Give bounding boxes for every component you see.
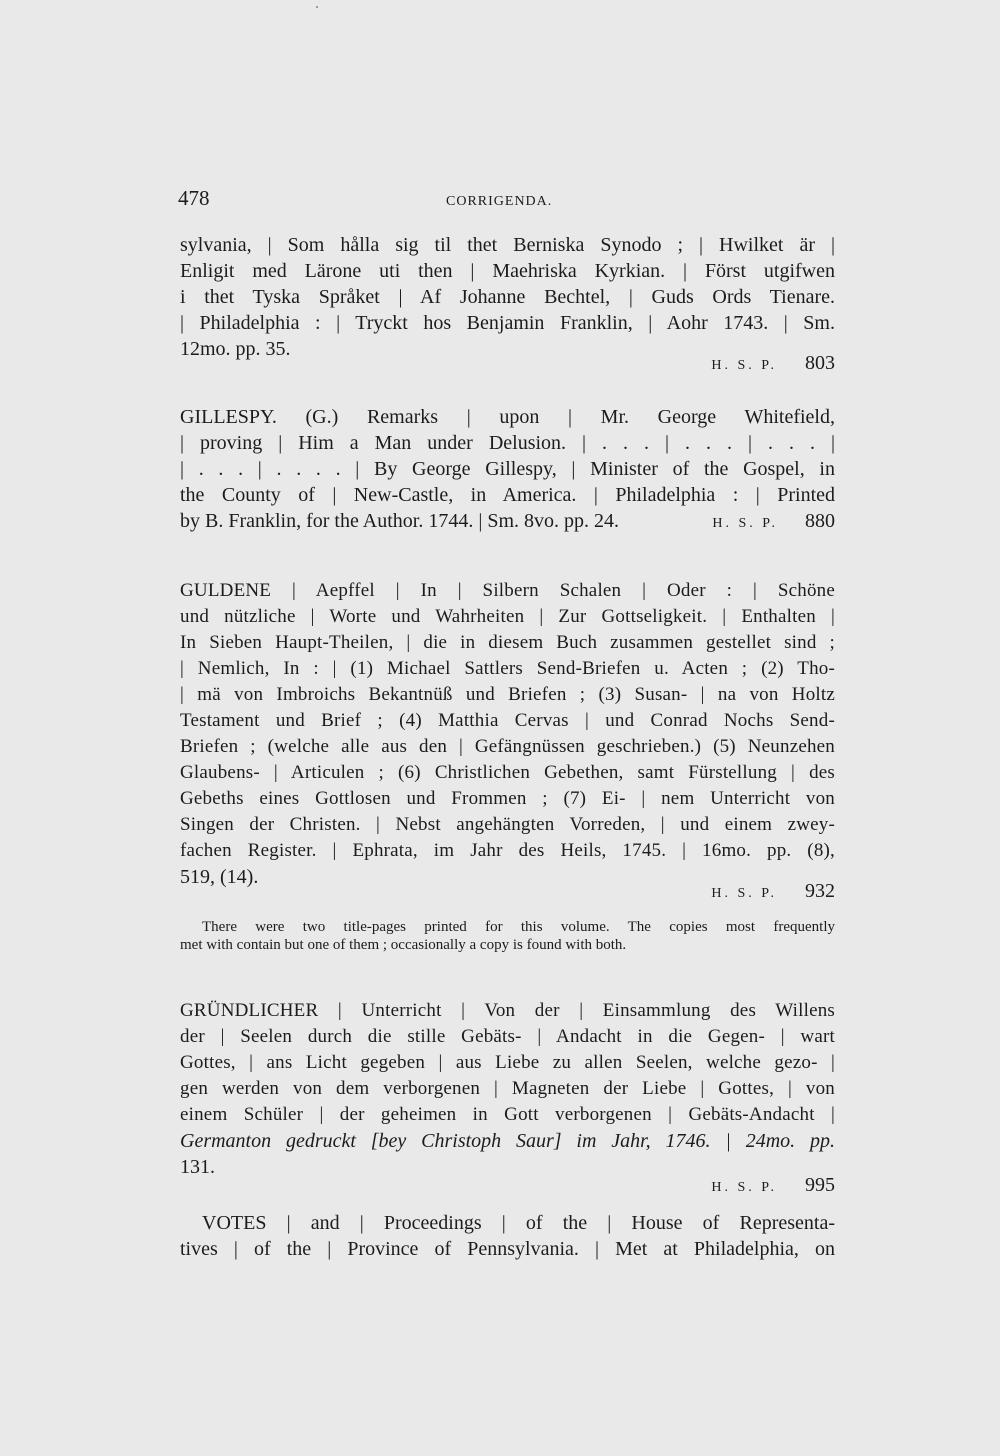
paper-speck	[316, 6, 318, 8]
entry-line: GULDENE | Aepffel | In | Silbern Schalen | Oder : | Schöne	[180, 580, 835, 601]
entry-line: der | Seelen durch die stille Gebäts- | Andacht in die Gegen- | wart	[180, 1026, 835, 1047]
holding-library: H. S. P.	[711, 1180, 777, 1195]
entry-line: the County of | New-Castle, in America. | Philadelphia : | Printed	[180, 484, 835, 506]
entry-votes	[180, 1210, 835, 1262]
entry-line: Testament und Brief ; (4) Matthia Cervas | und Conrad Nochs Send-	[180, 710, 835, 731]
entry-line: Glaubens- | Articulen ; (6) Christlichen Gebethen, samt Fürstellung | des	[180, 762, 835, 783]
entry-number: 880	[805, 510, 835, 532]
entry-line: 519, (14).	[180, 866, 259, 888]
entry-line: | Nemlich, In : | (1) Michael Sattlers Send-Briefen u. Acten ; (2) Tho-	[180, 658, 835, 679]
entry-line: i thet Tyska Språket | Af Johanne Bechtel, | Guds Ords Tienare.	[180, 286, 835, 308]
entry-line: In Sieben Haupt-Theilen, | die in diesem Buch zusammen gestellet sind ;	[180, 632, 835, 653]
entry-line: | . . . | . . . . | By George Gillespy, | Minister of the Gospel, in	[180, 458, 835, 480]
entry-line: tives | of the | Province of Pennsylvania. | Met at Philadelphia, on	[180, 1238, 835, 1260]
page-number: 478	[178, 186, 210, 210]
holding-library: H. S. P.	[711, 358, 777, 373]
entry-line: GILLESPY. (G.) Remarks | upon | Mr. George Whitefield,	[180, 406, 835, 428]
entry-number: 995	[805, 1174, 835, 1196]
entry-line: | proving | Him a Man under Delusion. | . . . | . . . | . . . |	[180, 432, 835, 454]
entry-line: Gebeths eines Gottlosen und Frommen ; (7) Ei- | nem Unterricht von	[180, 788, 835, 809]
entry-guldene	[180, 578, 835, 904]
entry-line: sylvania, | Som hålla sig til thet Berniska Synodo ; | Hwilket är |	[180, 234, 835, 256]
entry-line: Briefen ; (welche alle aus den | Gefängnüssen geschrieben.) (5) Neunzehen	[180, 736, 835, 757]
entry-line: by B. Franklin, for the Author. 1744. | Sm. 8vo. pp. 24.	[180, 510, 620, 532]
footnote-line: There were two title-pages printed for this volume. The copies most frequently	[202, 919, 835, 935]
entry-line: einem Schüler | der geheimen in Gott verborgenen | Gebäts-Andacht |	[180, 1104, 835, 1125]
footnote	[180, 918, 835, 954]
page-header	[178, 186, 838, 216]
holdings	[180, 878, 835, 904]
entry-grundlicher	[180, 998, 835, 1198]
entry-line: gen werden von dem verborgenen | Magneten der Liebe | Gottes, | von	[180, 1078, 835, 1099]
entry-line: GRÜNDLICHER | Unterricht | Von der | Einsammlung des Willens	[180, 1000, 835, 1021]
entry-line: Germanton gedruckt [bey Christoph Saur] im Jahr, 1746. | 24mo. pp.	[180, 1130, 835, 1152]
holdings	[180, 1172, 835, 1198]
entry-number: 932	[805, 880, 835, 902]
entry-line-with-holdings	[180, 508, 835, 534]
entry-gillespy	[180, 404, 835, 534]
entry-line: 131.	[180, 1156, 215, 1178]
footnote-line: met with contain but one of them ; occasionally a copy is found with both.	[180, 937, 627, 953]
entry-line: Gottes, | ans Licht gegeben | aus Liebe zu allen Seelen, welche gezo- |	[180, 1052, 835, 1073]
entry-line: VOTES | and | Proceedings | of the | House of Representa-	[202, 1212, 835, 1234]
running-title: CORRIGENDA.	[446, 194, 553, 209]
entry-line: | mä von Imbroichs Bekantnüß und Briefen ; (3) Susan- | na von Holtz	[180, 684, 835, 705]
holding-library: H. S. P.	[712, 516, 778, 531]
entry-line: fachen Register. | Ephrata, im Jahr des Heils, 1745. | 16mo. pp. (8),	[180, 840, 835, 861]
entry-line: | Philadelphia : | Tryckt hos Benjamin Franklin, | Aohr 1743. | Sm.	[180, 312, 835, 334]
holding-library: H. S. P.	[711, 886, 777, 901]
entry-number: 803	[805, 352, 835, 374]
entry-line: und nützliche | Worte und Wahrheiten | Zur Gottseligkeit. | Enthalten |	[180, 606, 835, 627]
entry-sylvania	[180, 232, 835, 376]
entry-line: Enligit med Lärone uti then | Maehriska Kyrkian. | Först utgifwen	[180, 260, 835, 282]
entry-line: 12mo. pp. 35.	[180, 338, 291, 360]
entry-line: Singen der Christen. | Nebst angehängten Vorreden, | und einem zwey-	[180, 814, 835, 835]
